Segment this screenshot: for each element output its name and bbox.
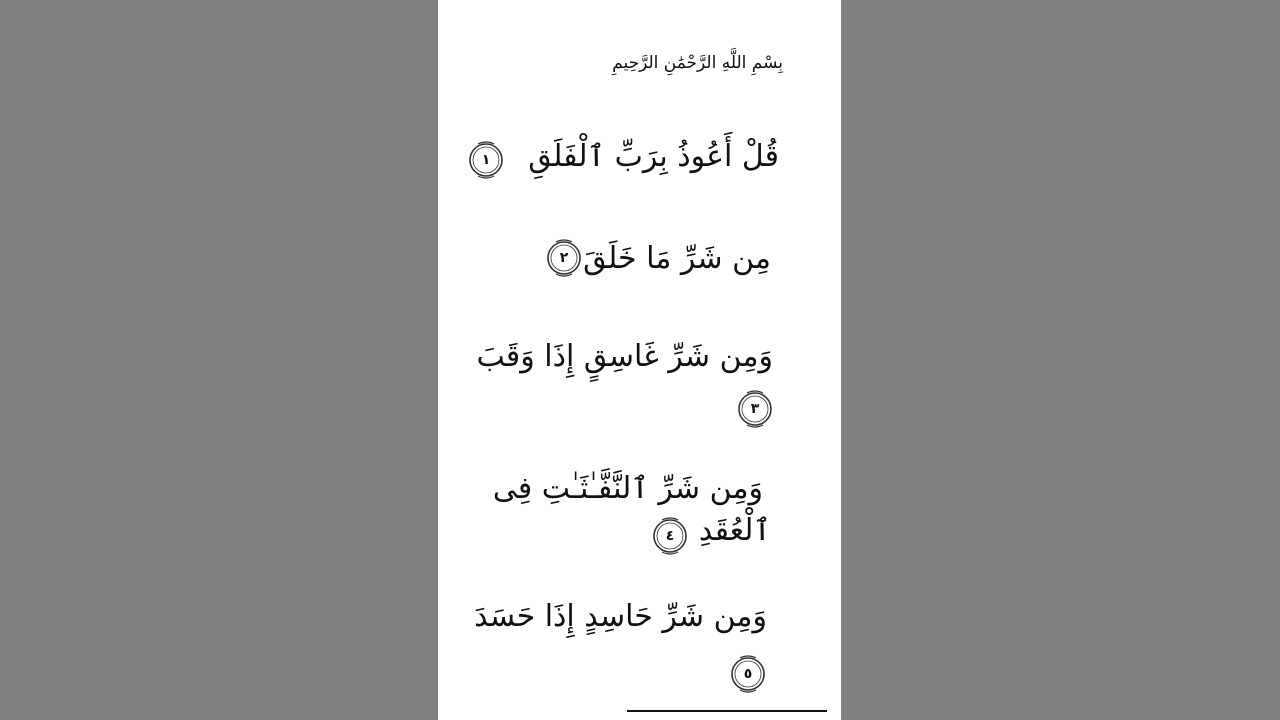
basmala-text: بِسْمِ اللَّهِ الرَّحْمَٰنِ الرَّحِيمِ (612, 53, 783, 73)
verse-3-text: وَمِن شَرِّ غَاسِقٍ إِذَا وَقَبَ (476, 339, 773, 374)
verse-number-3: ٣ (750, 401, 760, 417)
verse-marker-3 (735, 389, 775, 429)
verse-number-5: ٥ (743, 666, 753, 682)
basmala-underline (627, 710, 827, 712)
verse-number-1: ١ (481, 152, 491, 168)
verse-marker-2 (544, 238, 584, 278)
verse-2-text: مِن شَرِّ مَا خَلَقَ (583, 241, 771, 276)
quran-page (438, 0, 841, 720)
verse-4-line-1: وَمِن شَرِّ ٱلنَّفَّـٰثَـٰتِ فِى (492, 471, 763, 506)
verse-5-text: وَمِن شَرِّ حَاسِدٍ إِذَا حَسَدَ (474, 599, 767, 634)
verse-4-line-2: ٱلْعُقَدِ (698, 513, 771, 548)
verse-marker-5 (728, 654, 768, 694)
left-gray-panel (0, 0, 438, 720)
verse-marker-4 (650, 516, 690, 556)
verse-marker-1 (466, 140, 506, 180)
verse-number-2: ٢ (559, 250, 569, 266)
verse-1-text: قُلْ أَعُوذُ بِرَبِّ ٱلْفَلَقِ (528, 139, 779, 174)
verse-number-4: ٤ (665, 528, 675, 544)
right-gray-panel (841, 0, 1280, 720)
basmala-header (612, 38, 783, 78)
